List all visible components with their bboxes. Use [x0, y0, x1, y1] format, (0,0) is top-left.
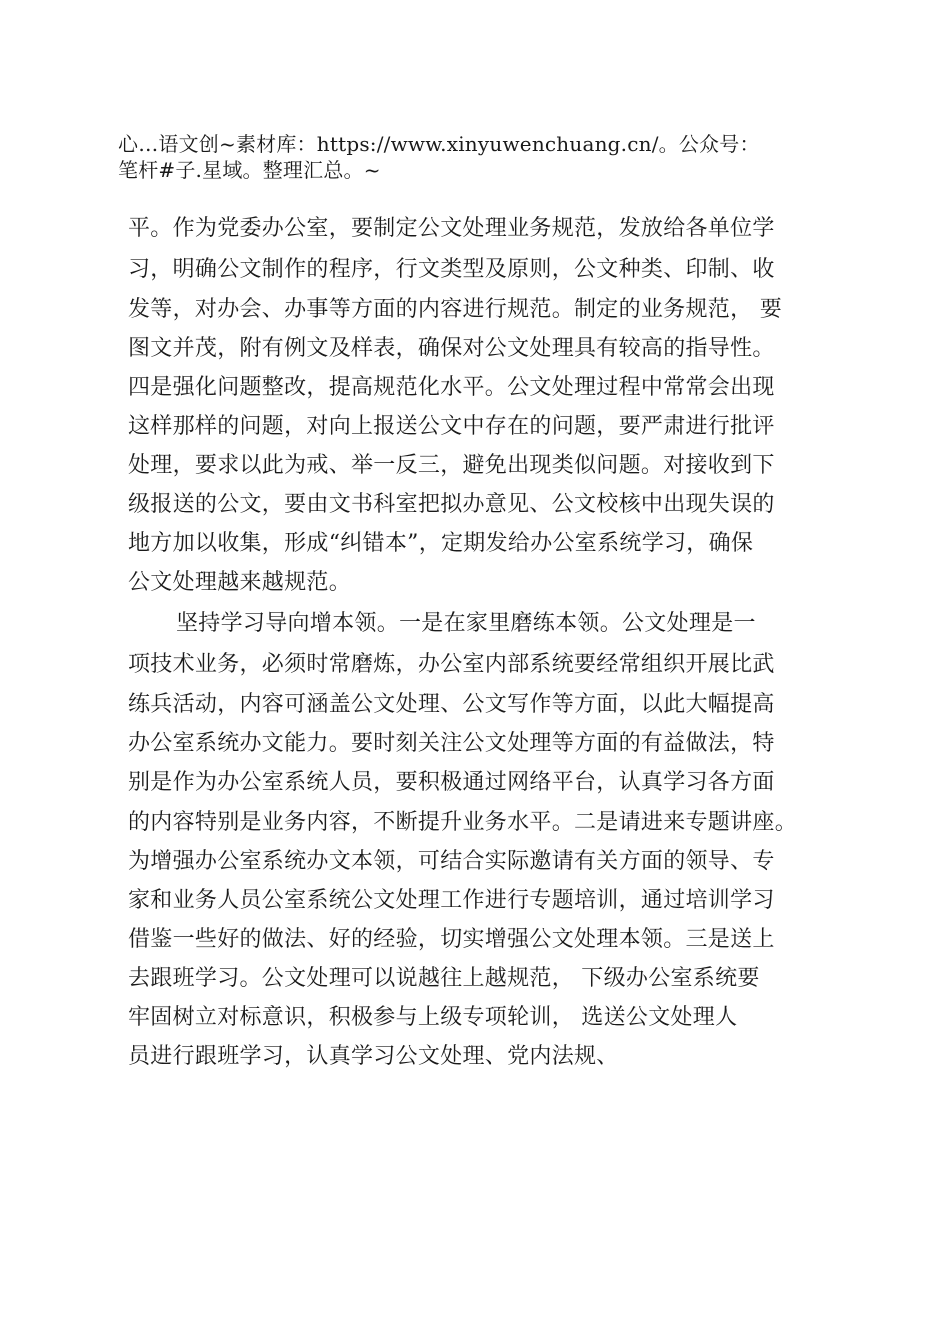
body-line: 项技术业务，必须时常磨炼，办公室内部系统要经常组织开展比武: [128, 652, 775, 677]
body-line: 图文并茂，附有例文及样表，确保对公文处理具有较高的指导性。: [128, 336, 775, 361]
body-line: 办公室系统办文能力。要时刻关注公文处理等方面的有益做法，特: [128, 731, 775, 756]
body-line: 去跟班学习。公文处理可以说越往上越规范， 下级办公室系统要: [128, 966, 760, 991]
body-line: 的内容特别是业务内容，不断提升业务水平。二是请进来专题讲座。: [128, 810, 798, 835]
body-line: 公文处理越来越规范。: [128, 570, 352, 595]
body-line: 发等，对办会、办事等方面的内容进行规范。制定的业务规范， 要: [128, 297, 782, 322]
header-source-line: 心…语文创~素材库：https://www.xinyuwenchuang.cn/。公众号：: [118, 132, 760, 156]
body-line: 地方加以收集，形成“纠错本”，定期发给办公室系统学习，确保: [128, 531, 754, 556]
body-line: 别是作为办公室系统人员，要积极通过网络平台，认真学习各方面: [128, 770, 775, 795]
body-line: 这样那样的问题，对向上报送公文中存在的问题，要严肃进行批评: [128, 414, 775, 439]
body-line: 习，明确公文制作的程序，行文类型及原则，公文种类、印制、收: [128, 257, 775, 282]
header-attribution-line: 笔杆#子.星域。整理汇总。~: [118, 158, 381, 182]
body-line: 四是强化问题整改，提高规范化水平。公文处理过程中常常会出现: [128, 375, 775, 400]
body-line: 处理，要求以此为戒、举一反三，避免出现类似问题。对接收到下: [128, 453, 775, 478]
body-line: 员进行跟班学习，认真学习公文处理、党内法规、: [128, 1044, 619, 1069]
body-line: 平。作为党委办公室，要制定公文处理业务规范，发放给各单位学: [128, 216, 775, 241]
body-line: 牢固树立对标意识，积极参与上级专项轮训， 选送公文处理人: [128, 1005, 738, 1030]
body-line: 级报送的公文，要由文书科室把拟办意见、公文校核中出现失误的: [128, 492, 775, 517]
body-line: 为增强办公室系统办文本领，可结合实际邀请有关方面的领导、专: [128, 849, 775, 874]
body-line: 家和业务人员公室系统公文处理工作进行专题培训，通过培训学习: [128, 888, 775, 913]
body-line: 练兵活动，内容可涵盖公文处理、公文写作等方面，以此大幅提高: [128, 692, 775, 717]
body-line: 借鉴一些好的做法、好的经验，切实增强公文处理本领。三是送上: [128, 927, 775, 952]
paragraph-first-line: 坚持学习导向增本领。一是在家里磨练本领。公文处理是一: [176, 611, 756, 636]
